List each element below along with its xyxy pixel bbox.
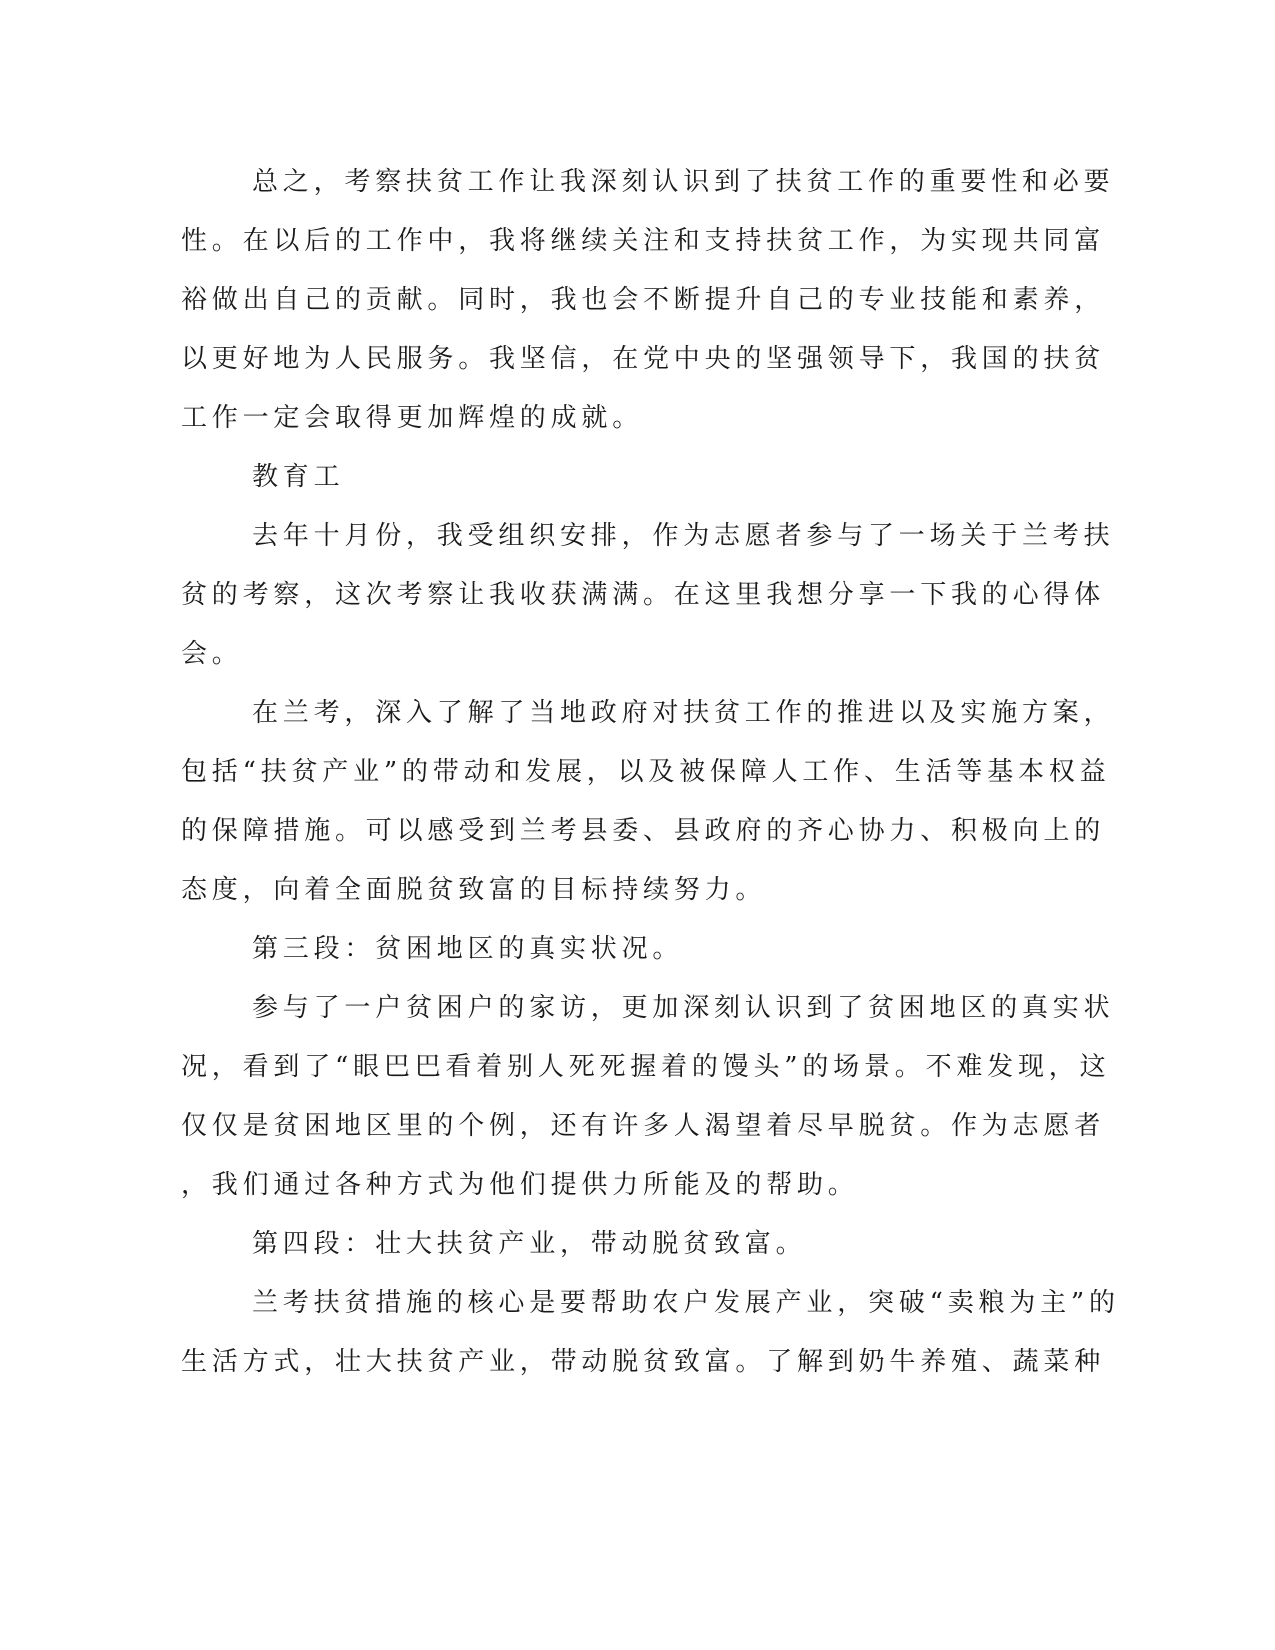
text-line: 参与了一户贫困户的家访，更加深刻认识到了贫困地区的真实状 <box>252 993 1115 1023</box>
text-line: 的保障措施。可以感受到兰考县委、县政府的齐心协力、积极向上的 <box>181 816 1106 846</box>
text-line: 第三段：贫困地区的真实状况。 <box>252 934 684 964</box>
text-line: 况，看到了“眼巴巴看着别人死死握着的馒头”的场景。不难发现，这 <box>181 1052 1111 1082</box>
text-line: 仅仅是贫困地区里的个例，还有许多人渴望着尽早脱贫。作为志愿者 <box>181 1111 1106 1141</box>
text-line: 第四段：壮大扶贫产业，带动脱贫致富。 <box>252 1229 807 1259</box>
text-line: ，我们通过各种方式为他们提供力所能及的帮助。 <box>181 1170 859 1200</box>
text-line: 贫的考察，这次考察让我收获满满。在这里我想分享一下我的心得体 <box>181 580 1106 610</box>
text-line: 总之，考察扶贫工作让我深刻认识到了扶贫工作的重要性和必要 <box>252 167 1115 197</box>
text-line: 去年十月份，我受组织安排，作为志愿者参与了一场关于兰考扶 <box>252 521 1115 551</box>
text-line: 生活方式，壮大扶贫产业，带动脱贫致富。了解到奶牛养殖、蔬菜种 <box>181 1347 1106 1377</box>
text-line: 在兰考，深入了解了当地政府对扶贫工作的推进以及实施方案， <box>252 698 1115 728</box>
text-line: 教育工 <box>252 462 345 492</box>
text-line: 以更好地为人民服务。我坚信，在党中央的坚强领导下，我国的扶贫 <box>181 344 1106 374</box>
text-line: 工作一定会取得更加辉煌的成就。 <box>181 403 644 433</box>
text-line: 会。 <box>181 639 243 669</box>
text-line: 兰考扶贫措施的核心是要帮助农户发展产业，突破“卖粮为主”的 <box>252 1288 1120 1318</box>
text-line: 态度，向着全面脱贫致富的目标持续努力。 <box>181 875 767 905</box>
text-line: 裕做出自己的贡献。同时，我也会不断提升自己的专业技能和素养， <box>181 285 1106 315</box>
text-line: 性。在以后的工作中，我将继续关注和支持扶贫工作，为实现共同富 <box>181 226 1106 256</box>
text-line: 包括“扶贫产业”的带动和发展，以及被保障人工作、生活等基本权益 <box>181 757 1111 787</box>
